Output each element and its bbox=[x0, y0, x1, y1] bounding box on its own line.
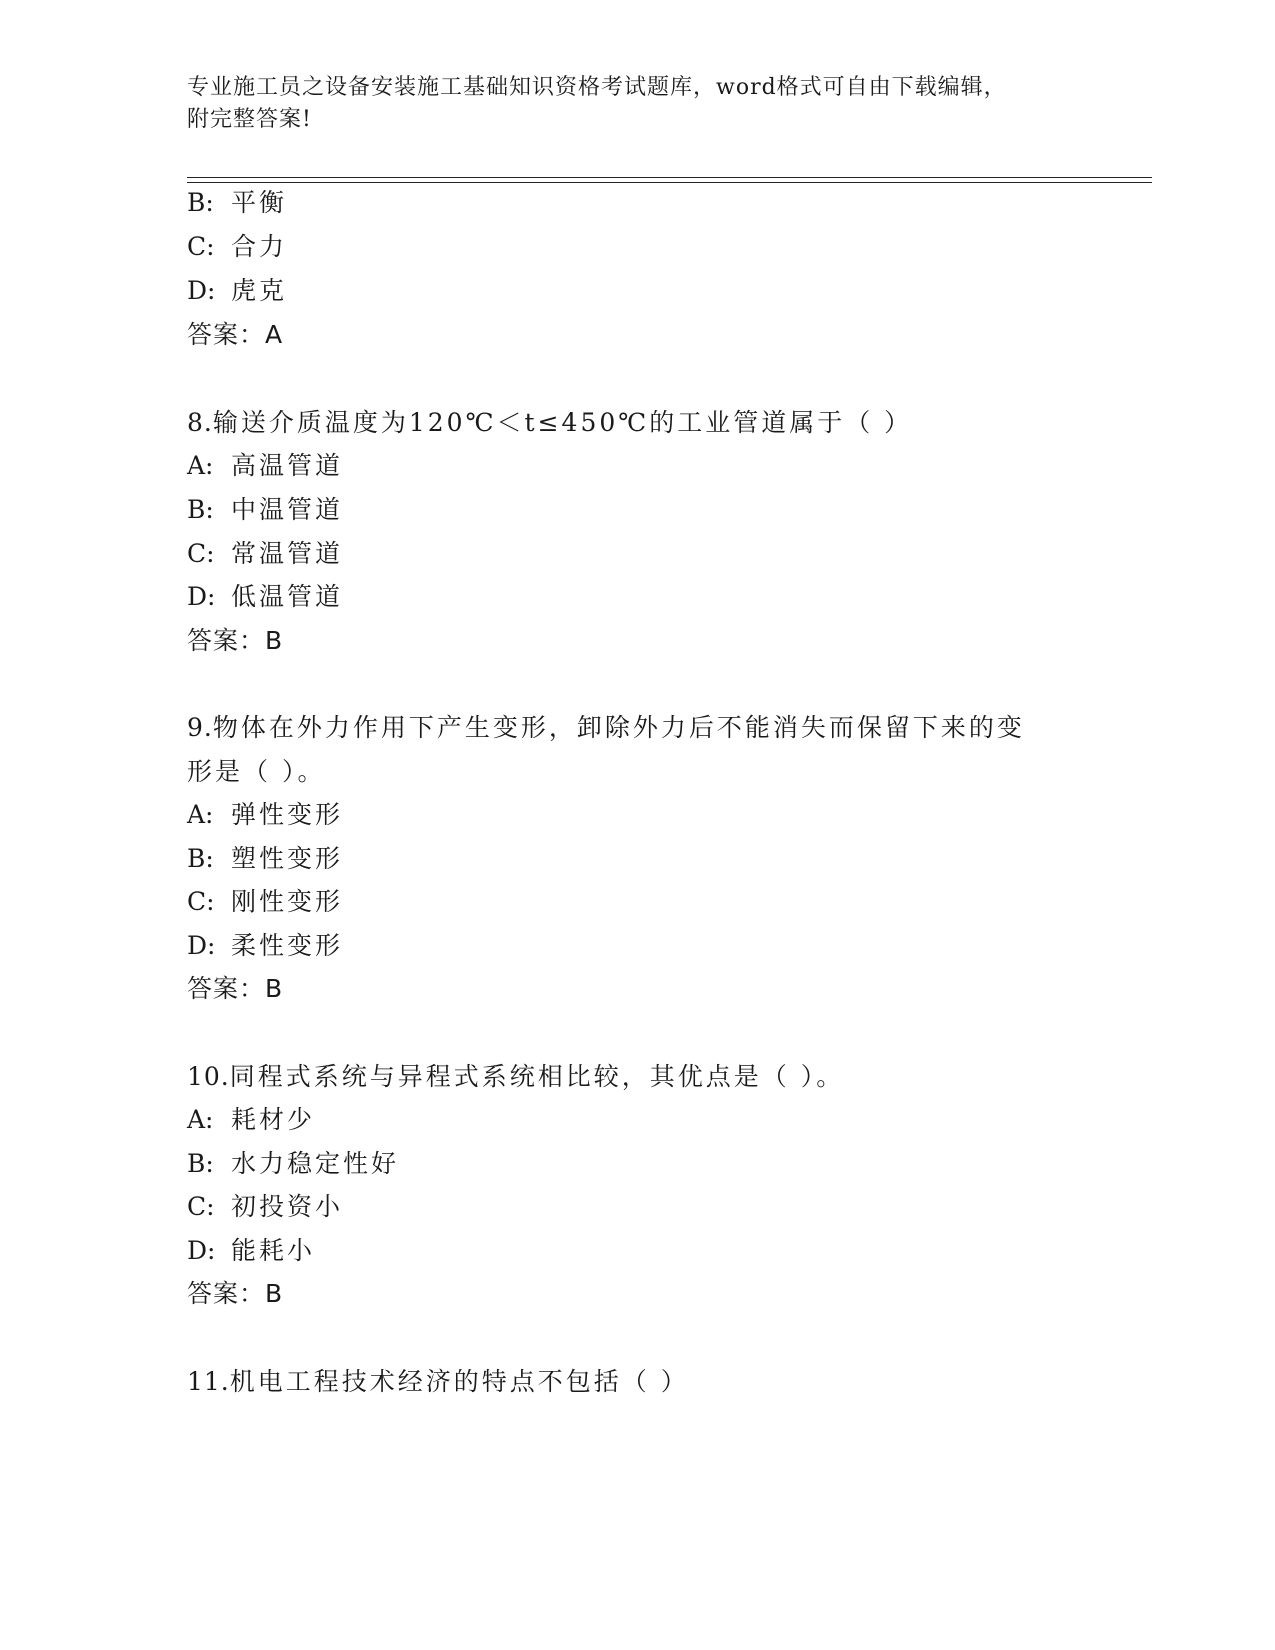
option-text: 常温管道 bbox=[231, 539, 344, 568]
option-key: C: bbox=[187, 887, 215, 916]
question-10 bbox=[187, 1060, 844, 1094]
option-key: A: bbox=[187, 1105, 214, 1134]
option-b bbox=[187, 493, 343, 527]
option-text: 刚性变形 bbox=[231, 887, 344, 916]
answer-line: 答案：B bbox=[187, 626, 284, 655]
question-number: 10. bbox=[187, 1062, 230, 1091]
option-b bbox=[187, 186, 287, 220]
option-text: 能耗小 bbox=[231, 1236, 316, 1265]
option-d bbox=[187, 274, 287, 308]
option-key: C: bbox=[187, 539, 215, 568]
question-9 bbox=[187, 711, 1025, 745]
answer-line: 答案：B bbox=[187, 974, 284, 1003]
option-text: 柔性变形 bbox=[231, 931, 344, 960]
question-9-continued bbox=[187, 755, 325, 789]
answer-line: 答案：A bbox=[187, 320, 284, 349]
option-text: 塑性变形 bbox=[231, 844, 344, 873]
option-key: B: bbox=[187, 844, 214, 873]
header-divider-top bbox=[187, 177, 1152, 178]
option-text: 平衡 bbox=[231, 188, 288, 217]
header-line-2: 附完整答案! bbox=[187, 107, 312, 132]
option-c bbox=[187, 230, 287, 264]
option-c bbox=[187, 885, 343, 919]
option-key: C: bbox=[187, 232, 215, 261]
question-number: 8. bbox=[187, 408, 213, 437]
header-line-1: 专业施工员之设备安装施工基础知识资格考试题库，word格式可自由下载编辑， bbox=[187, 75, 1007, 100]
option-text: 水力稳定性好 bbox=[231, 1149, 400, 1178]
question-number: 11. bbox=[187, 1367, 230, 1396]
option-b bbox=[187, 1147, 399, 1181]
option-key: C: bbox=[187, 1192, 215, 1221]
option-a bbox=[187, 798, 343, 832]
option-key: D: bbox=[187, 931, 216, 960]
question-8 bbox=[187, 406, 912, 440]
option-text: 虎克 bbox=[231, 276, 288, 305]
option-key: B: bbox=[187, 495, 214, 524]
option-text: 初投资小 bbox=[231, 1192, 344, 1221]
option-text: 合力 bbox=[231, 232, 288, 261]
option-key: B: bbox=[187, 1149, 214, 1178]
option-d bbox=[187, 580, 343, 614]
answer-line: 答案：B bbox=[187, 1279, 284, 1308]
option-key: A: bbox=[187, 451, 214, 480]
question-number: 9. bbox=[187, 713, 213, 742]
option-a bbox=[187, 1103, 315, 1137]
option-text: 中温管道 bbox=[231, 495, 344, 524]
option-d bbox=[187, 1234, 315, 1268]
option-key: A: bbox=[187, 800, 214, 829]
option-text: 低温管道 bbox=[231, 582, 344, 611]
question-text: 形是（ ）。 bbox=[187, 757, 326, 786]
question-11 bbox=[187, 1365, 689, 1399]
option-key: D: bbox=[187, 276, 216, 305]
option-text: 高温管道 bbox=[231, 451, 344, 480]
option-d bbox=[187, 929, 343, 963]
option-key: D: bbox=[187, 582, 216, 611]
question-text: 输送介质温度为120℃＜t≤450℃的工业管道属于（ ） bbox=[212, 408, 913, 437]
option-text: 弹性变形 bbox=[231, 800, 344, 829]
option-key: D: bbox=[187, 1236, 216, 1265]
option-c bbox=[187, 1190, 343, 1224]
option-text: 耗材少 bbox=[231, 1105, 316, 1134]
question-text: 同程式系统与异程式系统相比较，其优点是（ ）。 bbox=[229, 1062, 845, 1091]
question-text: 机电工程技术经济的特点不包括（ ） bbox=[229, 1367, 689, 1396]
option-a bbox=[187, 449, 343, 483]
option-b bbox=[187, 842, 343, 876]
option-key: B: bbox=[187, 188, 214, 217]
question-text: 物体在外力作用下产生变形，卸除外力后不能消失而保留下来的变 bbox=[212, 713, 1025, 742]
document-header bbox=[187, 72, 1067, 136]
header-divider-bottom bbox=[187, 182, 1152, 183]
option-c bbox=[187, 537, 343, 571]
